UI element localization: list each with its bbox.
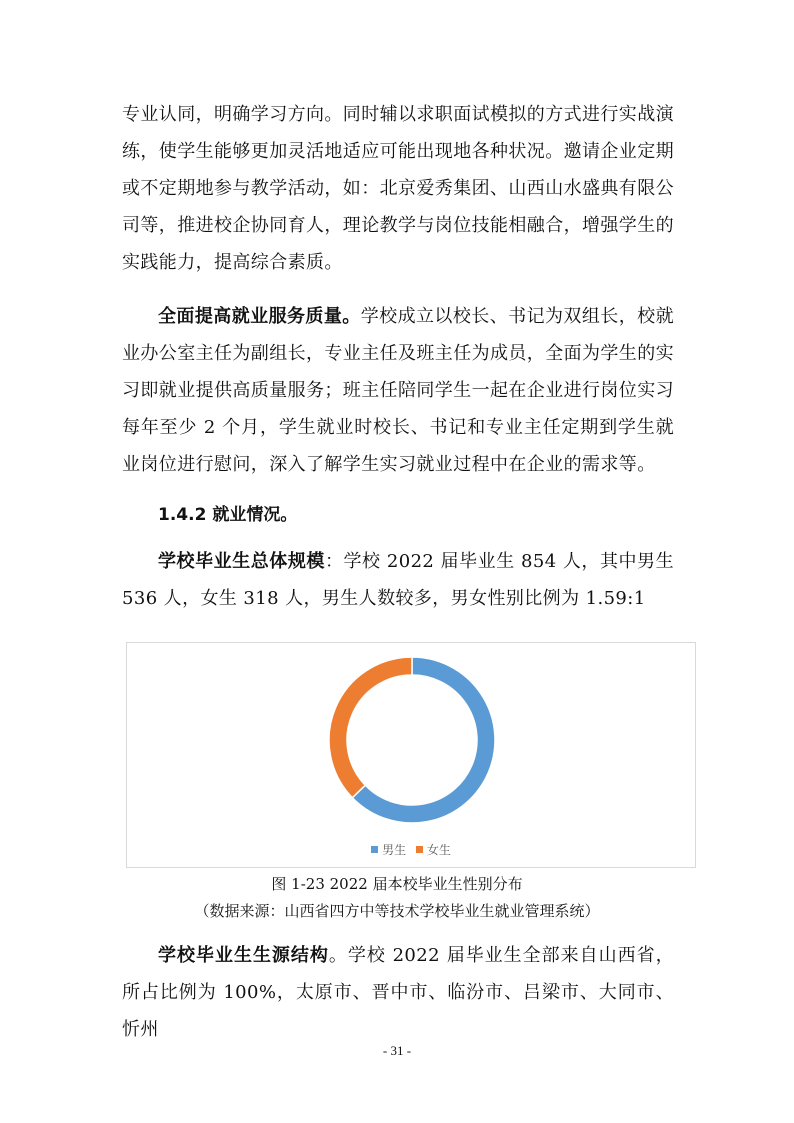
line: 练，使学生能够更加灵活地适应可能出现地各种状况。邀请企业定期 [122,141,674,162]
bold-lead: 学校毕业生生源结构 [158,945,329,966]
gender-chart [126,642,696,868]
line: 司等，推进校企协同育人，理论教学与岗位技能相融合，增强学生的 [122,215,674,236]
page-number: - 31 - [382,1043,412,1058]
paragraph-text: 学校成立以校长、书记为双组长，校就业办公室主任为副组长，专业主任及班主任为成员，全面为学生的实习即就业提供高质量服务；班主任陪同学生一起在企业进行岗位实习每年至少 2 个月，学生就业时校长、书记和专业主任定期到学生就业岗位进行慰问，深入了解学生实习就业过程中在企业的需求等。 [122,306,674,475]
paragraph-graduate-scale [122,543,674,617]
paragraph-graduate-origin [122,937,674,1048]
figure-caption: 图 1-23 2022 届本校毕业生性别分布 [271,875,523,893]
bold-lead: 学校毕业生总体规模 [158,551,325,572]
bold-lead: 全面提高就业服务质量。 [158,306,361,327]
line: 实践能力，提高综合素质。 [122,252,343,273]
figure-source: （数据来源：山西省四方中等技术学校毕业生就业管理系统） [194,902,600,920]
line: 或不定期地参与教学活动，如：北京爱秀集团、山西山水盛典有限公 [122,178,674,199]
legend-item-female [416,843,451,857]
slice-female [329,657,412,798]
legend-label: 男生 [382,843,407,857]
legend-swatch-female [416,846,423,853]
line: 专业认同，明确学习方向。同时辅以求职面试模拟的方式进行实战演 [122,104,674,125]
legend-swatch-male [371,846,378,853]
section-heading: 1.4.2 就业情况。 [158,505,298,525]
legend-item-male [371,843,406,857]
legend-label: 女生 [426,843,451,857]
doughnut-chart [127,643,695,833]
paragraph-teaching [122,96,674,281]
chart-legend [127,841,695,858]
paragraph-text: ：学校 2022 届毕业生 854 人，其中男生 536 人，女生 318 人，男生人数较多，男女性别比例为 1.59:1 [122,551,674,609]
paragraph-text: 。学校 2022 届毕业生全部来自山西省，所占比例为 100%，太原市、晋中市、临汾市、吕梁市、大同市、忻州 [122,945,674,1040]
paragraph-employment-service [122,298,674,483]
